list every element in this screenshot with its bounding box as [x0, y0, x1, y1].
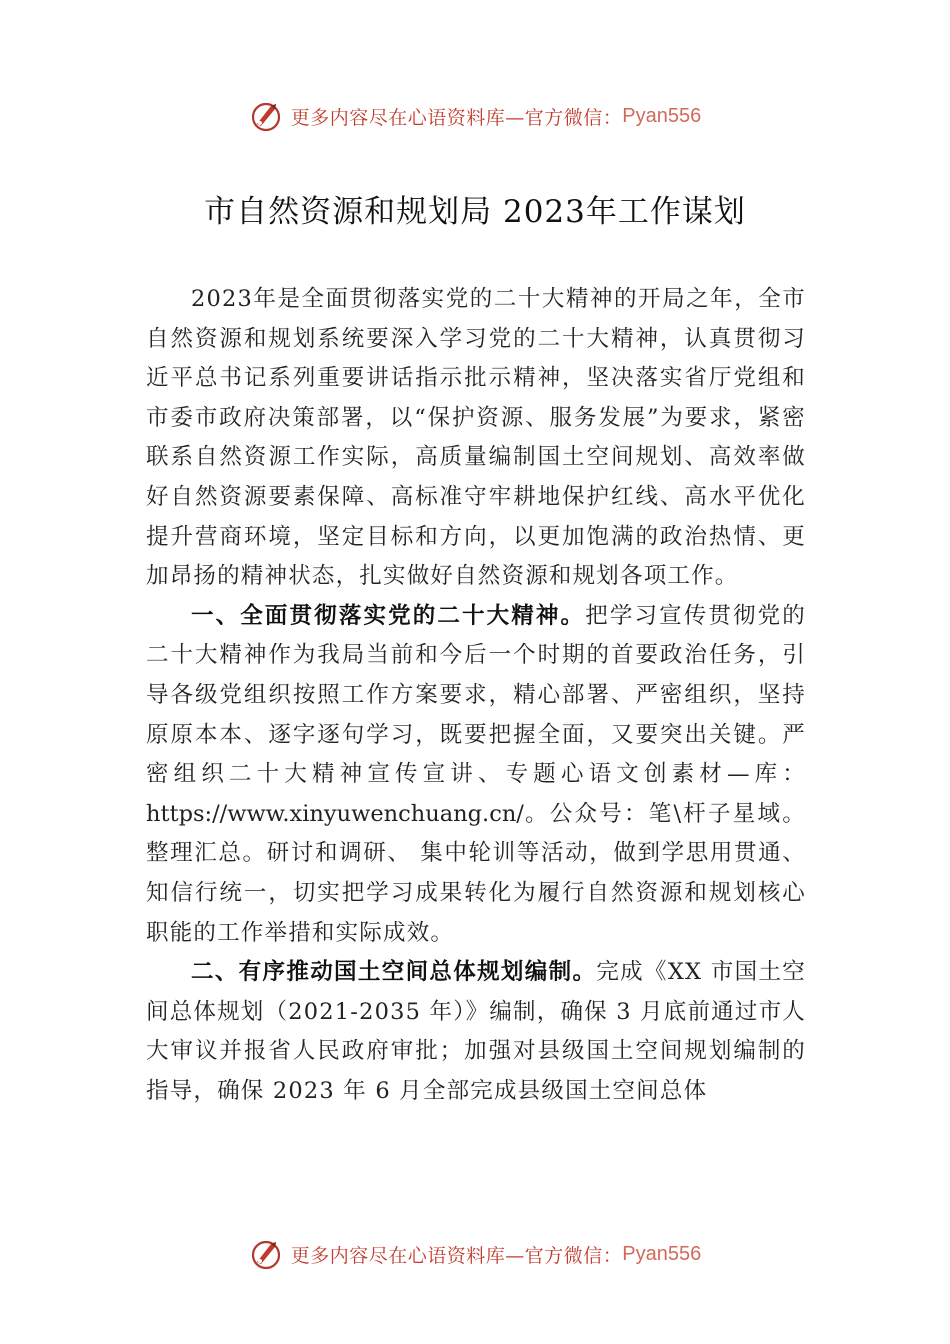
section-1-text: 把学习宣传贯彻党的二十大精神作为我局当前和今后一个时期的首要政治任务，引导各级党组织按照工作方案要求，精心部署、严密组织，坚持原原本本、逐字逐句学习，既要把握全面，又要突出关键。严密组织二十大精神宣传宣讲、专题心语文创素材—库： [146, 602, 806, 788]
footer-banner [0, 1234, 950, 1274]
banner-text: 更多内容尽在心语资料库—官方微信： [290, 106, 623, 129]
document-title: 市自然资源和规划局 2023年工作谋划 [204, 194, 746, 230]
section-1-text-continued: 。公众号：笔\杆子星域。整理汇总。研讨和调研、 集中轮训等活动，做到学思用贯通、知信行统一，切实把学习成果转化为履行自然资源和规划核心职能的工作举措和实际成效。 [146, 800, 806, 946]
section-2-text: 完成《XX 市国土空间总体规划（2021-2035 年）》编制，确保 3 月底前通过市人大审议并报省人民政府审批；加强对县级国土空间规划编制的指导，确保 2023 年 6 月全部完成县级国土空间总体 [146, 959, 806, 1104]
banner-text: 更多内容尽在心语资料库—官方微信： [290, 1244, 623, 1267]
banner-wechat-id: Pyan556 [622, 1242, 702, 1265]
section-1-heading: 一、全面贯彻落实党的二十大精神。 [191, 602, 586, 629]
section-1-paragraph [146, 597, 806, 953]
pen-nib-logo-icon [249, 1236, 285, 1272]
intro-paragraph: 2023年是全面贯彻落实党的二十大精神的开局之年，全市自然资源和规划系统要深入学习党的二十大精神，认真贯彻习近平总书记系列重要讲话指示批示精神，坚决落实省厅党组和市委市政府决策部署，以“保护资源、服务发展”为要求，紧密联系自然资源工作实际，高质量编制国土空间规划、高效率做好自然资源要素保障、高标准守牢耕地保护红线、高水平优化提升营商环境，坚定目标和方向，以更加饱满的政治热情、更加昂扬的精神状态，扎实做好自然资源和规划各项工作。 [146, 286, 806, 590]
section-1-url: https://www.xinyuwenchuang.cn/ [146, 800, 524, 827]
banner-wechat-id: Pyan556 [622, 104, 702, 127]
pen-nib-logo-icon [249, 98, 285, 134]
section-2-heading: 二、有序推动国土空间总体规划编制。 [191, 959, 597, 986]
document-body [146, 280, 806, 1111]
section-2-paragraph [146, 953, 806, 1111]
header-banner [0, 96, 950, 136]
